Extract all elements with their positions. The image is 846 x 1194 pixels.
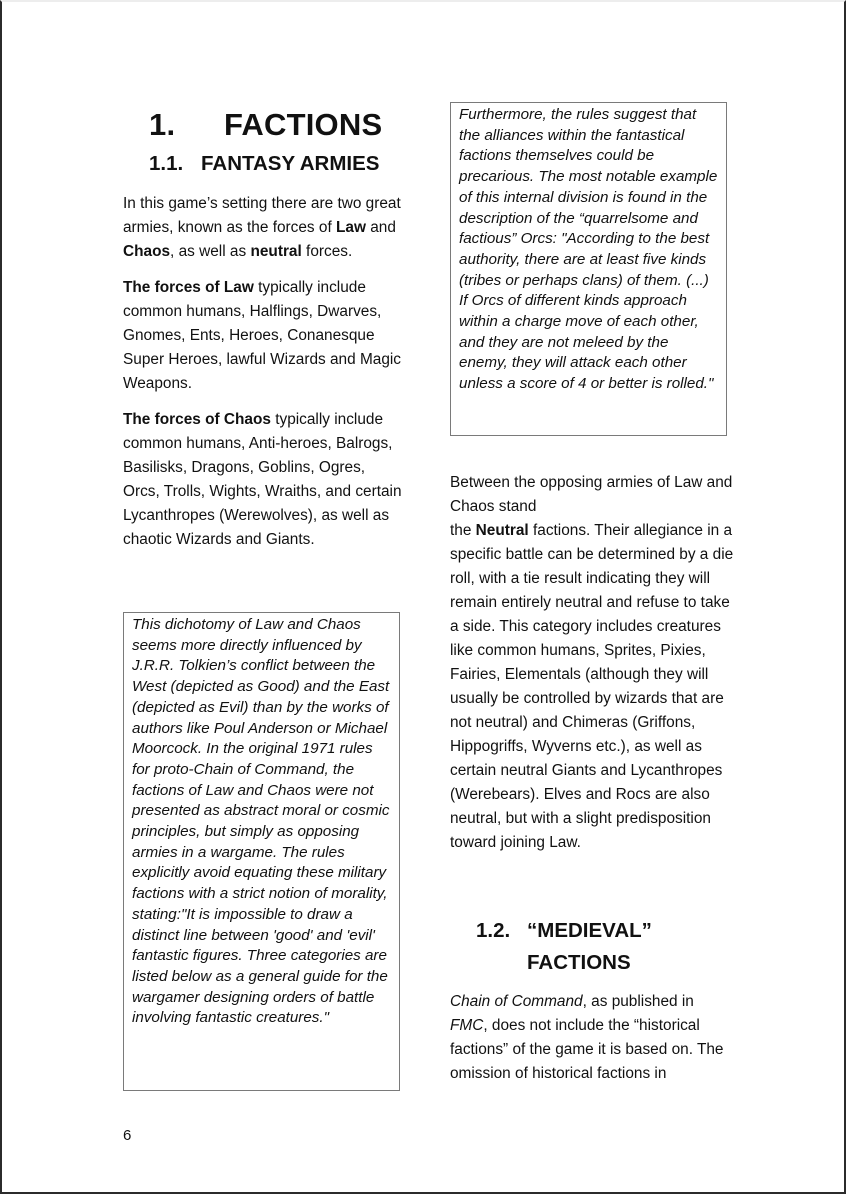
text-run: , as published in (582, 993, 694, 1010)
text-run: In this game’s setting there are two great armies, known as the forces of (123, 195, 401, 236)
chapter-title: FACTIONS (224, 107, 383, 142)
sidebar-box-text: This dichotomy of Law and Chaos seems more directly influenced by J.R.R. Tolkien’s conflict between the West (depicted as Good) and the East (depicted as Evil) than by the works of authors like Poul Anderson or Michael Moorcock. In the original 1971 rules for proto-Chain of Command, the factions of Law and Chaos were not presented as abstract moral or cosmic principles, but simply as opposing armies in a wargame. The rules explicitly avoid equating these military factions with a strict notion of morality, stating:"It is impossible to draw a distinct line between 'good' and 'evil' fantastic figures. Three categories are listed below as a general guide for the wargamer designing orders of battle involving fantastic creatures." (132, 616, 390, 1027)
section-number: 1.1. (149, 152, 184, 175)
text-run: , does not include the “historical factions” of the game it is based on. The omission of historical factions in (450, 1017, 724, 1082)
neutral-paragraph (450, 471, 735, 855)
text-run: , as well as (170, 243, 251, 260)
text-run: forces. (301, 243, 353, 260)
text-run: factions. Their allegiance in a specific battle can be determined by a die roll, with a tie result indicating they will remain entirely neutral and refuse to take a side. This category includes creatures like common humans, Sprites, Pixies, Fairies, Elementals (although they will usually be controlled by wizards that are not neutral) and Chimeras (Griffons, Hippogriffs, Wyverns etc.), as well as certain neutral Giants and Lycanthropes (Werebears). Elves and Rocs are also neutral, but with a slight predisposition toward joining Law. (450, 522, 734, 851)
medieval-paragraph (450, 990, 735, 1086)
italic-title: Chain of Command (450, 993, 583, 1010)
chaos-paragraph-text: typically include common humans, Anti-heroes, Balrogs, Basilisks, Dragons, Goblins, Ogres, Orcs, Trolls, Wights, Wraiths, and certain Lycanthropes (Werewolves), as well as chaotic Wizards and Giants. (123, 411, 402, 548)
text-run: the (450, 522, 476, 539)
section-number: 1.2. (476, 919, 511, 942)
medieval-section (450, 990, 735, 1086)
chapter-number: 1. (149, 107, 176, 142)
chaos-paragraph-lead: The forces of Chaos (123, 411, 271, 428)
text-run: Between the opposing armies of Law and Chaos stand (450, 474, 733, 515)
section-title: FANTASY ARMIES (201, 152, 380, 175)
page-number: 6 (123, 1127, 132, 1144)
chapter-heading (149, 106, 403, 144)
law-paragraph-lead: The forces of Law (123, 279, 254, 296)
neutral-section (450, 471, 735, 855)
section-title-line1: “MEDIEVAL” (527, 919, 652, 942)
text-run: and (365, 219, 396, 236)
law-paragraph (123, 276, 403, 396)
chaos-paragraph (123, 408, 403, 552)
law-paragraph-text: typically include common humans, Halflings, Dwarves, Gnomes, Ents, Heroes, Conanesque Super Heroes, lawful Wizards and Magic Weapons. (123, 279, 402, 392)
bold-neutral: neutral (250, 243, 302, 260)
sidebar-box-orcs (450, 102, 727, 436)
left-column (123, 102, 403, 552)
section-heading-1-1 (149, 150, 403, 178)
sidebar-box-dichotomy (123, 612, 400, 1091)
italic-abbrev: FMC (450, 1017, 484, 1034)
intro-paragraph (123, 192, 403, 264)
bold-law: Law (336, 219, 366, 236)
bold-neutral: Neutral (475, 522, 529, 539)
section-title-line2: FACTIONS (527, 951, 631, 974)
sidebar-box-text: Furthermore, the rules suggest that the alliances within the fantastical factions themselves could be precarious. The most notable example of this internal division is found in the description of the “quarrelsome and factious” Orcs: "According to the best authority, there are at least five kinds (tribes or perhaps clans) of them. (...) If Orcs of different kinds approach within a charge move of each other, and they are not meleed by the enemy, they will attack each other unless a score of 4 or better is rolled." (459, 106, 718, 393)
section-heading-1-2 (476, 915, 652, 979)
bold-chaos: Chaos (123, 243, 171, 260)
